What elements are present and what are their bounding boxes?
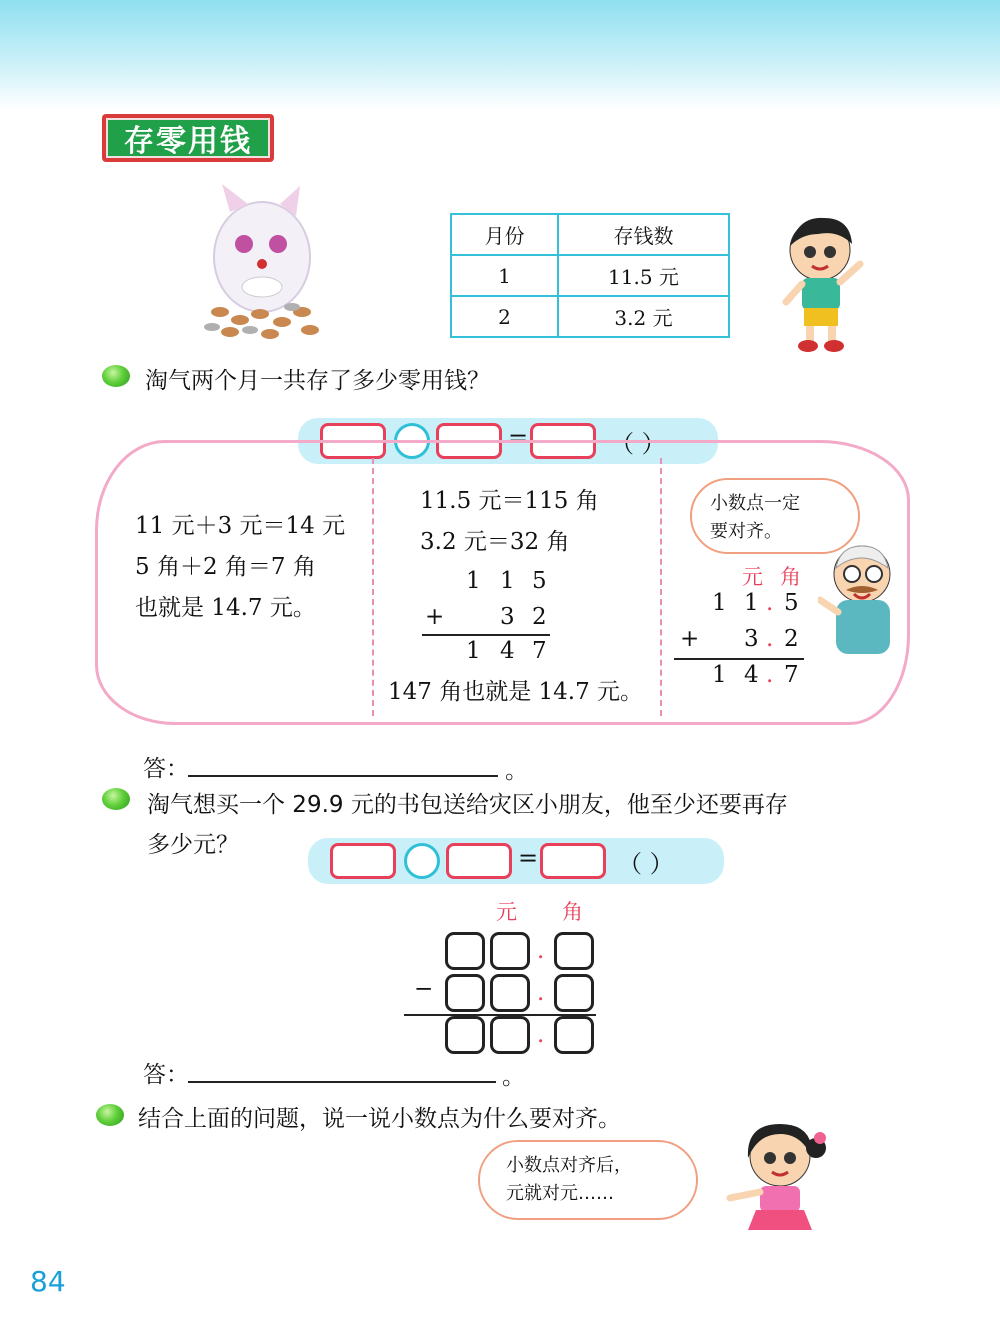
q2-unit-paren: （ ） — [618, 850, 674, 878]
method2-digit: 3 — [500, 604, 515, 630]
q2-digit-box[interactable] — [554, 932, 594, 970]
q2-digit-box[interactable] — [490, 974, 530, 1012]
table-row — [451, 296, 729, 337]
q1-answer-label: 答： — [143, 756, 189, 782]
savings-table — [450, 213, 730, 338]
section-title-badge — [102, 114, 274, 162]
q2-digit-box[interactable] — [445, 974, 485, 1012]
q2-equals-sign: = — [518, 844, 539, 872]
q2-decimal-point: . — [537, 980, 545, 1006]
q1-answer-period: 。 — [505, 758, 528, 784]
method3-plus-sign: + — [680, 626, 700, 652]
bubble-line: 小数点一定 — [710, 493, 800, 514]
q2-operand1-box[interactable] — [330, 843, 396, 879]
method2-digit: 1 — [466, 568, 481, 594]
section-title: 存零用钱 — [106, 118, 270, 158]
method3-sum-line — [674, 658, 804, 660]
q3-bullet-icon — [96, 1104, 124, 1126]
piggy-bank-illustration — [200, 182, 330, 344]
method2-digit: 2 — [532, 604, 547, 630]
q2-question-text-line1: 淘气想买一个 29.9 元的书包送给灾区小朋友，他至少还要再存 — [147, 792, 788, 818]
method2-digit: 4 — [500, 638, 515, 664]
q1-question-text: 淘气两个月一共存了多少零用钱？ — [145, 368, 490, 394]
page-number: 84 — [30, 1265, 66, 1298]
method3-digit: 3 — [744, 626, 759, 652]
method3-decimal-point: . — [766, 626, 774, 652]
q2-answer-line[interactable] — [188, 1081, 496, 1083]
girl-character-illustration — [716, 1118, 832, 1240]
method3-digit: 2 — [784, 626, 799, 652]
table-cell: 1 — [451, 255, 558, 296]
method3-yuan-header: 元 — [742, 565, 763, 589]
table-row — [451, 255, 729, 296]
method2-line: 11.5 元＝115 角 — [420, 488, 599, 514]
method1-line: 5 角＋2 角＝7 角 — [135, 554, 316, 580]
table-cell: 2 — [451, 296, 558, 337]
method-divider — [660, 458, 662, 716]
bubble-line: 元就对元…… — [506, 1183, 614, 1204]
grandpa-character-illustration — [818, 538, 902, 660]
q2-digit-box[interactable] — [490, 1016, 530, 1054]
method2-plus-sign: + — [425, 604, 445, 630]
method2-sum-line — [422, 634, 550, 636]
method2-conclusion: 147 角也就是 14.7 元。 — [388, 679, 644, 705]
method1-steps — [135, 506, 345, 629]
q2-decimal-point: . — [537, 1022, 545, 1048]
table-cell: 3.2 元 — [558, 296, 729, 337]
method3-digit: 1 — [744, 590, 759, 616]
method3-digit: 1 — [712, 662, 727, 688]
q2-operand2-box[interactable] — [446, 843, 512, 879]
method3-decimal-point: . — [766, 590, 774, 616]
method3-digit: 4 — [744, 662, 759, 688]
method-divider — [372, 458, 374, 716]
method3-digit: 5 — [784, 590, 799, 616]
q2-decimal-point: . — [537, 938, 545, 964]
q3-speech-bubble — [478, 1140, 698, 1220]
method2-digit: 1 — [500, 568, 515, 594]
q2-jiao-header: 角 — [562, 900, 583, 924]
method3-decimal-point: . — [766, 662, 774, 688]
q2-answer-label: 答： — [143, 1062, 189, 1088]
q3-question-text: 结合上面的问题，说一说小数点为什么要对齐。 — [138, 1106, 621, 1132]
method2-line: 3.2 元＝32 角 — [420, 529, 570, 555]
q2-question-text-line2: 多少元？ — [147, 832, 239, 858]
method2-digit: 7 — [532, 638, 547, 664]
q2-digit-box[interactable] — [554, 974, 594, 1012]
bubble-line: 小数点对齐后， — [506, 1155, 632, 1176]
method2-digit: 1 — [466, 638, 481, 664]
q1-equals-sign: = — [508, 424, 529, 452]
q2-digit-box[interactable] — [554, 1016, 594, 1054]
q2-answer-period: 。 — [502, 1064, 525, 1090]
bubble-line: 要对齐。 — [710, 521, 782, 542]
q2-minus-sign: − — [414, 976, 434, 1002]
q1-answer-line[interactable] — [188, 775, 498, 777]
method3-digit: 1 — [712, 590, 727, 616]
q2-operator-circle[interactable] — [404, 843, 440, 879]
table-header-cell: 月份 — [451, 214, 558, 255]
method3-jiao-header: 角 — [780, 565, 801, 589]
q2-yuan-header: 元 — [496, 900, 517, 924]
method2-digit: 5 — [532, 568, 547, 594]
boy-character-illustration — [778, 212, 868, 354]
q1-unit-paren: （ ） — [610, 430, 666, 458]
q2-digit-box[interactable] — [490, 932, 530, 970]
top-decorative-band — [0, 0, 1000, 110]
q2-result-box[interactable] — [540, 843, 606, 879]
table-header-cell: 存钱数 — [558, 214, 729, 255]
q2-digit-box[interactable] — [445, 932, 485, 970]
method2-conversion — [420, 481, 599, 563]
method3-digit: 7 — [784, 662, 799, 688]
q2-bullet-icon — [102, 788, 130, 810]
q1-bullet-icon — [102, 365, 130, 387]
table-header-row — [451, 214, 729, 255]
method1-line: 也就是 14.7 元。 — [135, 595, 316, 621]
method1-line: 11 元＋3 元＝14 元 — [135, 513, 346, 539]
table-cell: 11.5 元 — [558, 255, 729, 296]
q2-digit-box[interactable] — [445, 1016, 485, 1054]
